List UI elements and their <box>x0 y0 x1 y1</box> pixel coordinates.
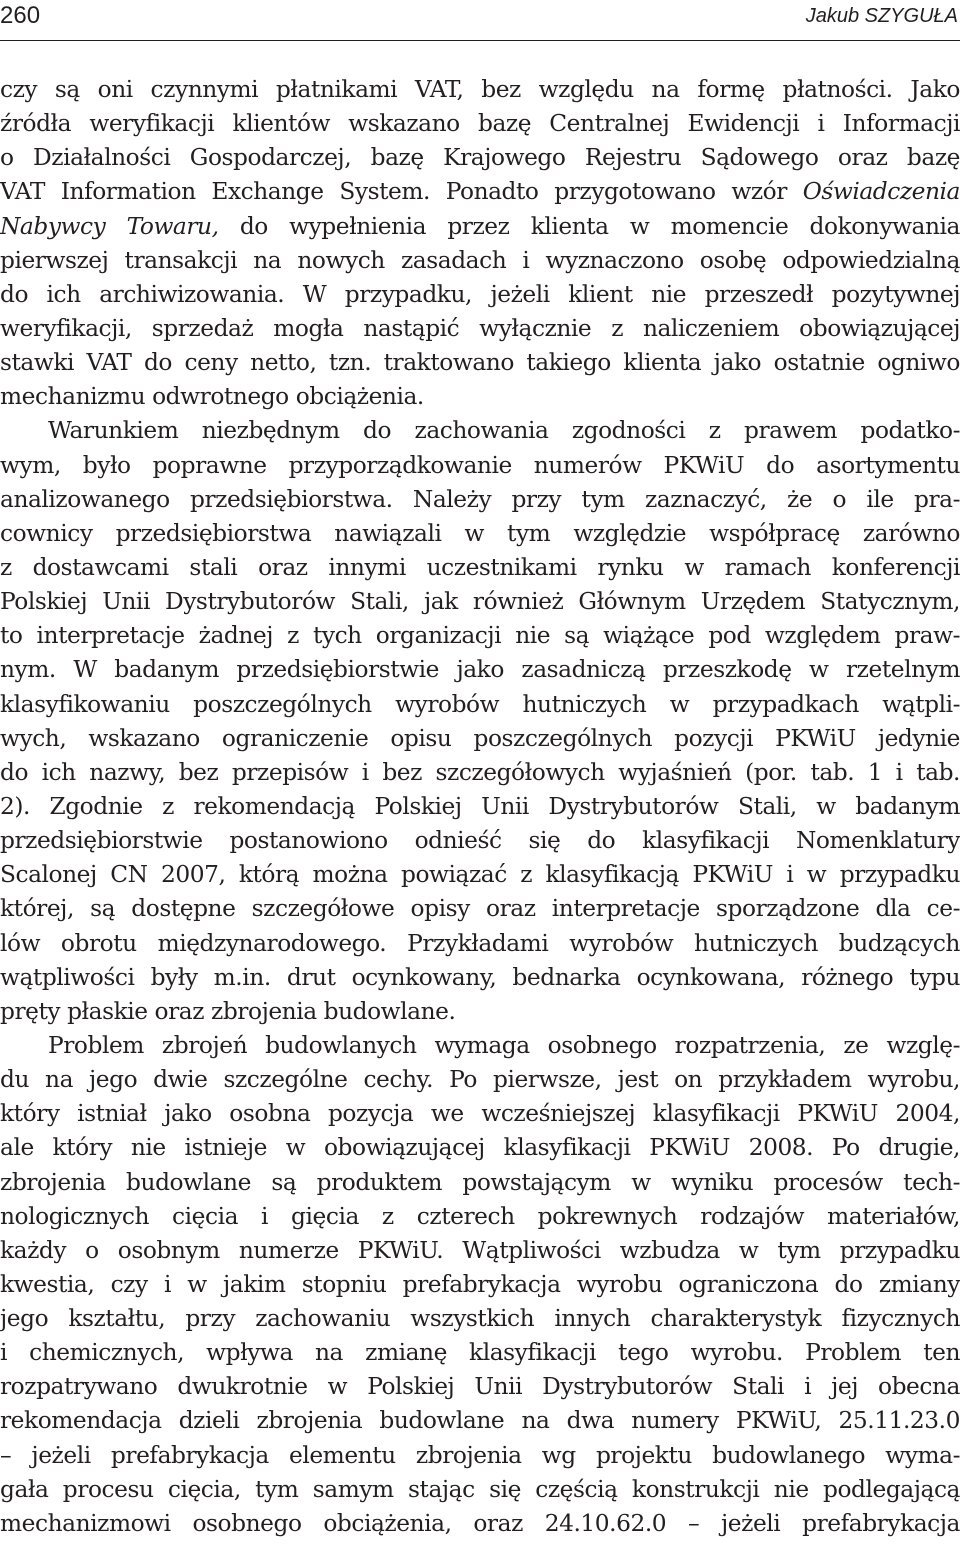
text-line: cownicy przedsiębiorstwa nawiązali w tym względzie współpracę zarówno <box>0 519 960 547</box>
text-line: źródła weryfikacji klientów wskazano bazę Centralnej Ewidencji i Informacji <box>0 110 960 138</box>
text-line: kwestia, czy i w jakim stopniu prefabrykacja wyrobu ograniczona do zmiany <box>0 1270 960 1298</box>
text-line: lów obrotu międzynarodowego. Przykładami wyrobów hutniczych budzących <box>0 929 960 957</box>
body-text <box>0 73 960 1541</box>
text-line: du na jego dwie szczególne cechy. Po pierwsze, jest on przykładem wyrobu, <box>0 1066 960 1094</box>
text-line: Warunkiem niezbędnym do zachowania zgodności z prawem podatko- <box>48 417 960 445</box>
text-line: zbrojenia budowlane są produktem powstającym w wyniku procesów tech- <box>0 1168 960 1196</box>
text-line: i chemicznych, wpływa na zmianę klasyfikacji tego wyrobu. Problem ten <box>0 1339 960 1367</box>
text-line: to interpretacje żadnej z tych organizacji nie są wiążące pod względem praw- <box>0 622 960 650</box>
text-line: do ich archiwizowania. W przypadku, jeżeli klient nie przeszedł pozytywnej <box>0 280 960 308</box>
text-run: VAT Information Exchange System. Ponadto przygotowano wzór <box>0 178 803 206</box>
text-line: czy są oni czynnymi płatnikami VAT, bez względu na formę płatności. Jako <box>0 76 960 103</box>
text-line: stawki VAT do ceny netto, tzn. traktowano takiego klienta jako ostatnie ogniwo <box>0 349 960 377</box>
text-line: mechanizmowi osobnego obciążenia, oraz 24.10.62.0 – jeżeli prefabrykacja <box>0 1509 960 1537</box>
text-line <box>0 175 960 209</box>
text-line: ale który nie istnieje w obowiązującej klasyfikacji PKWiU 2008. Po drugie, <box>0 1134 960 1162</box>
text-line: z dostawcami stali oraz innymi uczestnikami rynku w ramach konferencji <box>0 553 960 581</box>
running-head-author: Jakub SZYGUŁA <box>805 5 958 27</box>
text-line: nym. W badanym przedsiębiorstwie jako zasadniczą przeszkodę w rzetelnym <box>0 656 960 684</box>
text-run: do wypełnienia przez klienta w momencie dokonywania <box>218 212 960 240</box>
text-line: jego kształtu, przy zachowaniu wszystkich innych charakterystyk fizycznych <box>0 1305 960 1333</box>
text-line: Problem zbrojeń budowlanych wymaga osobnego rozpatrzenia, ze wzglę- <box>48 1031 960 1059</box>
text-line: przedsiębiorstwie postanowiono odnieść się do klasyfikacji Nomenklatury <box>0 827 960 855</box>
text-line: 2). Zgodnie z rekomendacją Polskiej Unii Dystrybutorów Stali, w badanym <box>0 792 960 820</box>
text-line: wych, wskazano ograniczenie opisu poszczególnych pozycji PKWiU jedynie <box>0 724 960 752</box>
page-header <box>0 0 960 41</box>
text-line: rozpatrywano dwukrotnie w Polskiej Unii Dystrybutorów Stali i jej obecna <box>0 1373 960 1401</box>
text-line: której, są dostępne szczegółowe opisy oraz interpretacje sporządzone dla ce- <box>0 895 960 923</box>
text-line: nologicznych cięcia i gięcia z czterech pokrewnych rodzajów materiałów, <box>0 1202 960 1230</box>
text-line <box>0 210 960 244</box>
italic-title: Nabywcy Towaru, <box>0 212 219 240</box>
text-line: do ich nazwy, bez przepisów i bez szczegółowych wyjaśnień (por. tab. 1 i tab. <box>0 758 960 786</box>
text-line: rekomendacja dzieli zbrojenia budowlane na dwa numery PKWiU, 25.11.23.0 <box>0 1407 960 1435</box>
text-line: który istniał jako osobna pozycja we wcześniejszej klasyfikacji PKWiU 2004, <box>0 1100 960 1128</box>
text-line: Scalonej CN 2007, którą można powiązać z klasyfikacją PKWiU i w przypadku <box>0 861 960 889</box>
text-line: gała procesu cięcia, tym samym stając się częścią konstrukcji nie podlegającą <box>0 1475 960 1503</box>
text-line: pierwszej transakcji na nowych zasadach i wyznaczono osobę odpowiedzialną <box>0 246 960 274</box>
italic-title: Oświadczenia <box>802 178 960 206</box>
text-line: weryfikacji, sprzedaż mogła nastąpić wyłącznie z naliczeniem obowiązującej <box>0 314 960 342</box>
text-line: wym, było poprawne przyporządkowanie numerów PKWiU do asortymentu <box>0 451 960 479</box>
text-line: pręty płaskie oraz zbrojenia budowlane. <box>0 997 456 1025</box>
text-line: wątpliwości były m.in. drut ocynkowany, bednarka ocynkowana, różnego typu <box>0 963 960 991</box>
text-line: Polskiej Unii Dystrybutorów Stali, jak również Głównym Urzędem Statycznym, <box>0 588 960 616</box>
text-line: klasyfikowaniu poszczególnych wyrobów hutniczych w przypadkach wątpli- <box>0 690 960 718</box>
text-line: każdy o osobnym numerze PKWiU. Wątpliwości wzbudza w tym przypadku <box>0 1236 960 1264</box>
text-line: analizowanego przedsiębiorstwa. Należy przy tym zaznaczyć, że o ile pra- <box>0 485 960 513</box>
text-line: – jeżeli prefabrykacja elementu zbrojenia wg projektu budowlanego wyma- <box>0 1441 960 1469</box>
text-line: o Działalności Gospodarczej, bazę Krajowego Rejestru Sądowego oraz bazę <box>0 144 960 172</box>
page-number: 260 <box>0 2 41 29</box>
text-line: mechanizmu odwrotnego obciążenia. <box>0 383 424 411</box>
